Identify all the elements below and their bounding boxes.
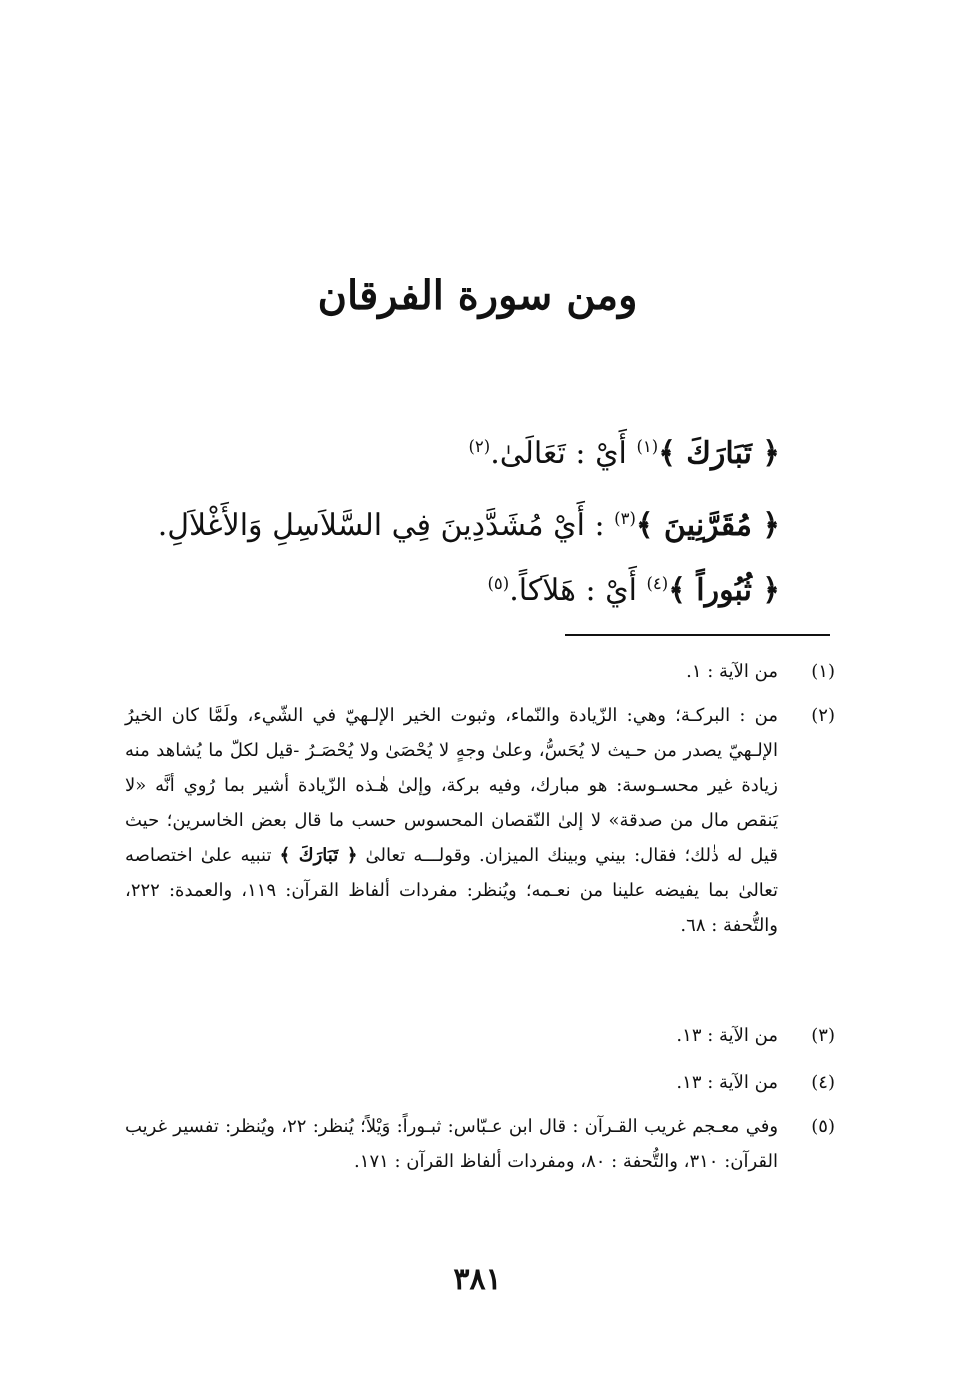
footnote-text-part-1: من : البركـة؛ وهي: الزّيادة والنّماء، وثبوت الخير الإلـهيّ في الشّيء، ولَمَّا كان الخيرُ الإلـهيّ يصدر من حـيث لا يُحَسُّ، وعلىٰ وجهٍ لا يُحْصَىٰ ولا يُحْصَـرُ -قيل لكلّ ما يُشاهد منه زيادة غير محسـوسة: هو مبارك، وفيه بركة، وإلىٰ هٰـذه الزّيادة أشير بما رُوي أنَّه «لا يَنقص مال من صدقة» لا إلىٰ النّقصان المحسوس حسب ما قال بعض الخاسرين؛ حيث قيل له ذٰلك؛ فقال: بيني وبينك الميزان. وقولـــه تعالىٰ bbox=[125, 705, 779, 866]
footnote-ref: (٢) bbox=[468, 437, 491, 456]
footnote-ref: (٥) bbox=[487, 574, 510, 593]
footnote-5 bbox=[125, 1109, 835, 1179]
footnote-number: (٢) bbox=[811, 705, 835, 726]
footnote-text: من الآية : ١٣. bbox=[676, 1025, 778, 1046]
quran-word: ﴿ مُقَرَّنِينَ ﴾ bbox=[635, 508, 780, 543]
verse-separator: : bbox=[584, 508, 615, 543]
quran-word: ﴿ ثُبُوراً ﴾ bbox=[668, 573, 780, 608]
footnote-text-part-2: تنبيه علىٰ اختصاصه تعالىٰ بما يفيضه علينا من نعـمه؛ ويُنظر: مفردات ألفاظ القرآن: ١١٩، والعمدة: ٢٢٢، والتُّحفة : ٦٨. bbox=[125, 845, 778, 936]
footnote-text: من الآية : ١. bbox=[686, 661, 778, 682]
page-number: ٣٨١ bbox=[453, 1262, 502, 1297]
footnote-number: (١) bbox=[811, 661, 835, 682]
footnote-ref: (٣) bbox=[614, 509, 636, 528]
verse-line-2 bbox=[80, 508, 780, 544]
quran-quote: ﴿ تَبَارَكَ ﴾ bbox=[279, 845, 358, 866]
footnote-2 bbox=[125, 698, 835, 943]
verse-separator: أَيْ : bbox=[575, 573, 647, 608]
footnote-ref: (١) bbox=[636, 437, 659, 456]
footnote-ref: (٤) bbox=[646, 574, 669, 593]
footnote-3 bbox=[125, 1018, 835, 1053]
footnote-number: (٣) bbox=[811, 1025, 835, 1046]
verse-separator: أَيْ : bbox=[565, 436, 637, 471]
footnote-text: من الآية : ١٣. bbox=[676, 1072, 778, 1093]
footnote-number: (٥) bbox=[811, 1116, 835, 1137]
footnote-text: وفي معـجم غريب القـرآن : قال ابن عـبّاس: ثبـوراً: وَيْلاً؛ يُنظر: ٢٢، ويُنظر: تفسير غريب القرآن: ٣١٠، والتُّحفة : ٨٠، ومفردات ألفاظ القرآن : ١٧١. bbox=[125, 1116, 779, 1172]
footnote-4 bbox=[125, 1065, 835, 1100]
quran-word: ﴿ تَبَارَكَ ﴾ bbox=[658, 436, 780, 471]
verse-line-1 bbox=[80, 436, 780, 472]
footnote-1 bbox=[125, 654, 835, 689]
footnote-text bbox=[125, 698, 778, 943]
verse-meaning: أَيْ مُشَدَّدِينَ فِي السَّلاَسِلِ وَالأَغْلاَلِ. bbox=[157, 508, 585, 543]
footnote-number: (٤) bbox=[811, 1072, 835, 1093]
footnote-divider bbox=[565, 634, 830, 636]
verse-meaning: هَلاَكاً. bbox=[509, 573, 576, 608]
verse-line-3 bbox=[80, 573, 780, 609]
verse-meaning: تَعَالَىٰ. bbox=[490, 436, 566, 471]
surah-title: ومن سورة الفرقان bbox=[317, 272, 638, 319]
